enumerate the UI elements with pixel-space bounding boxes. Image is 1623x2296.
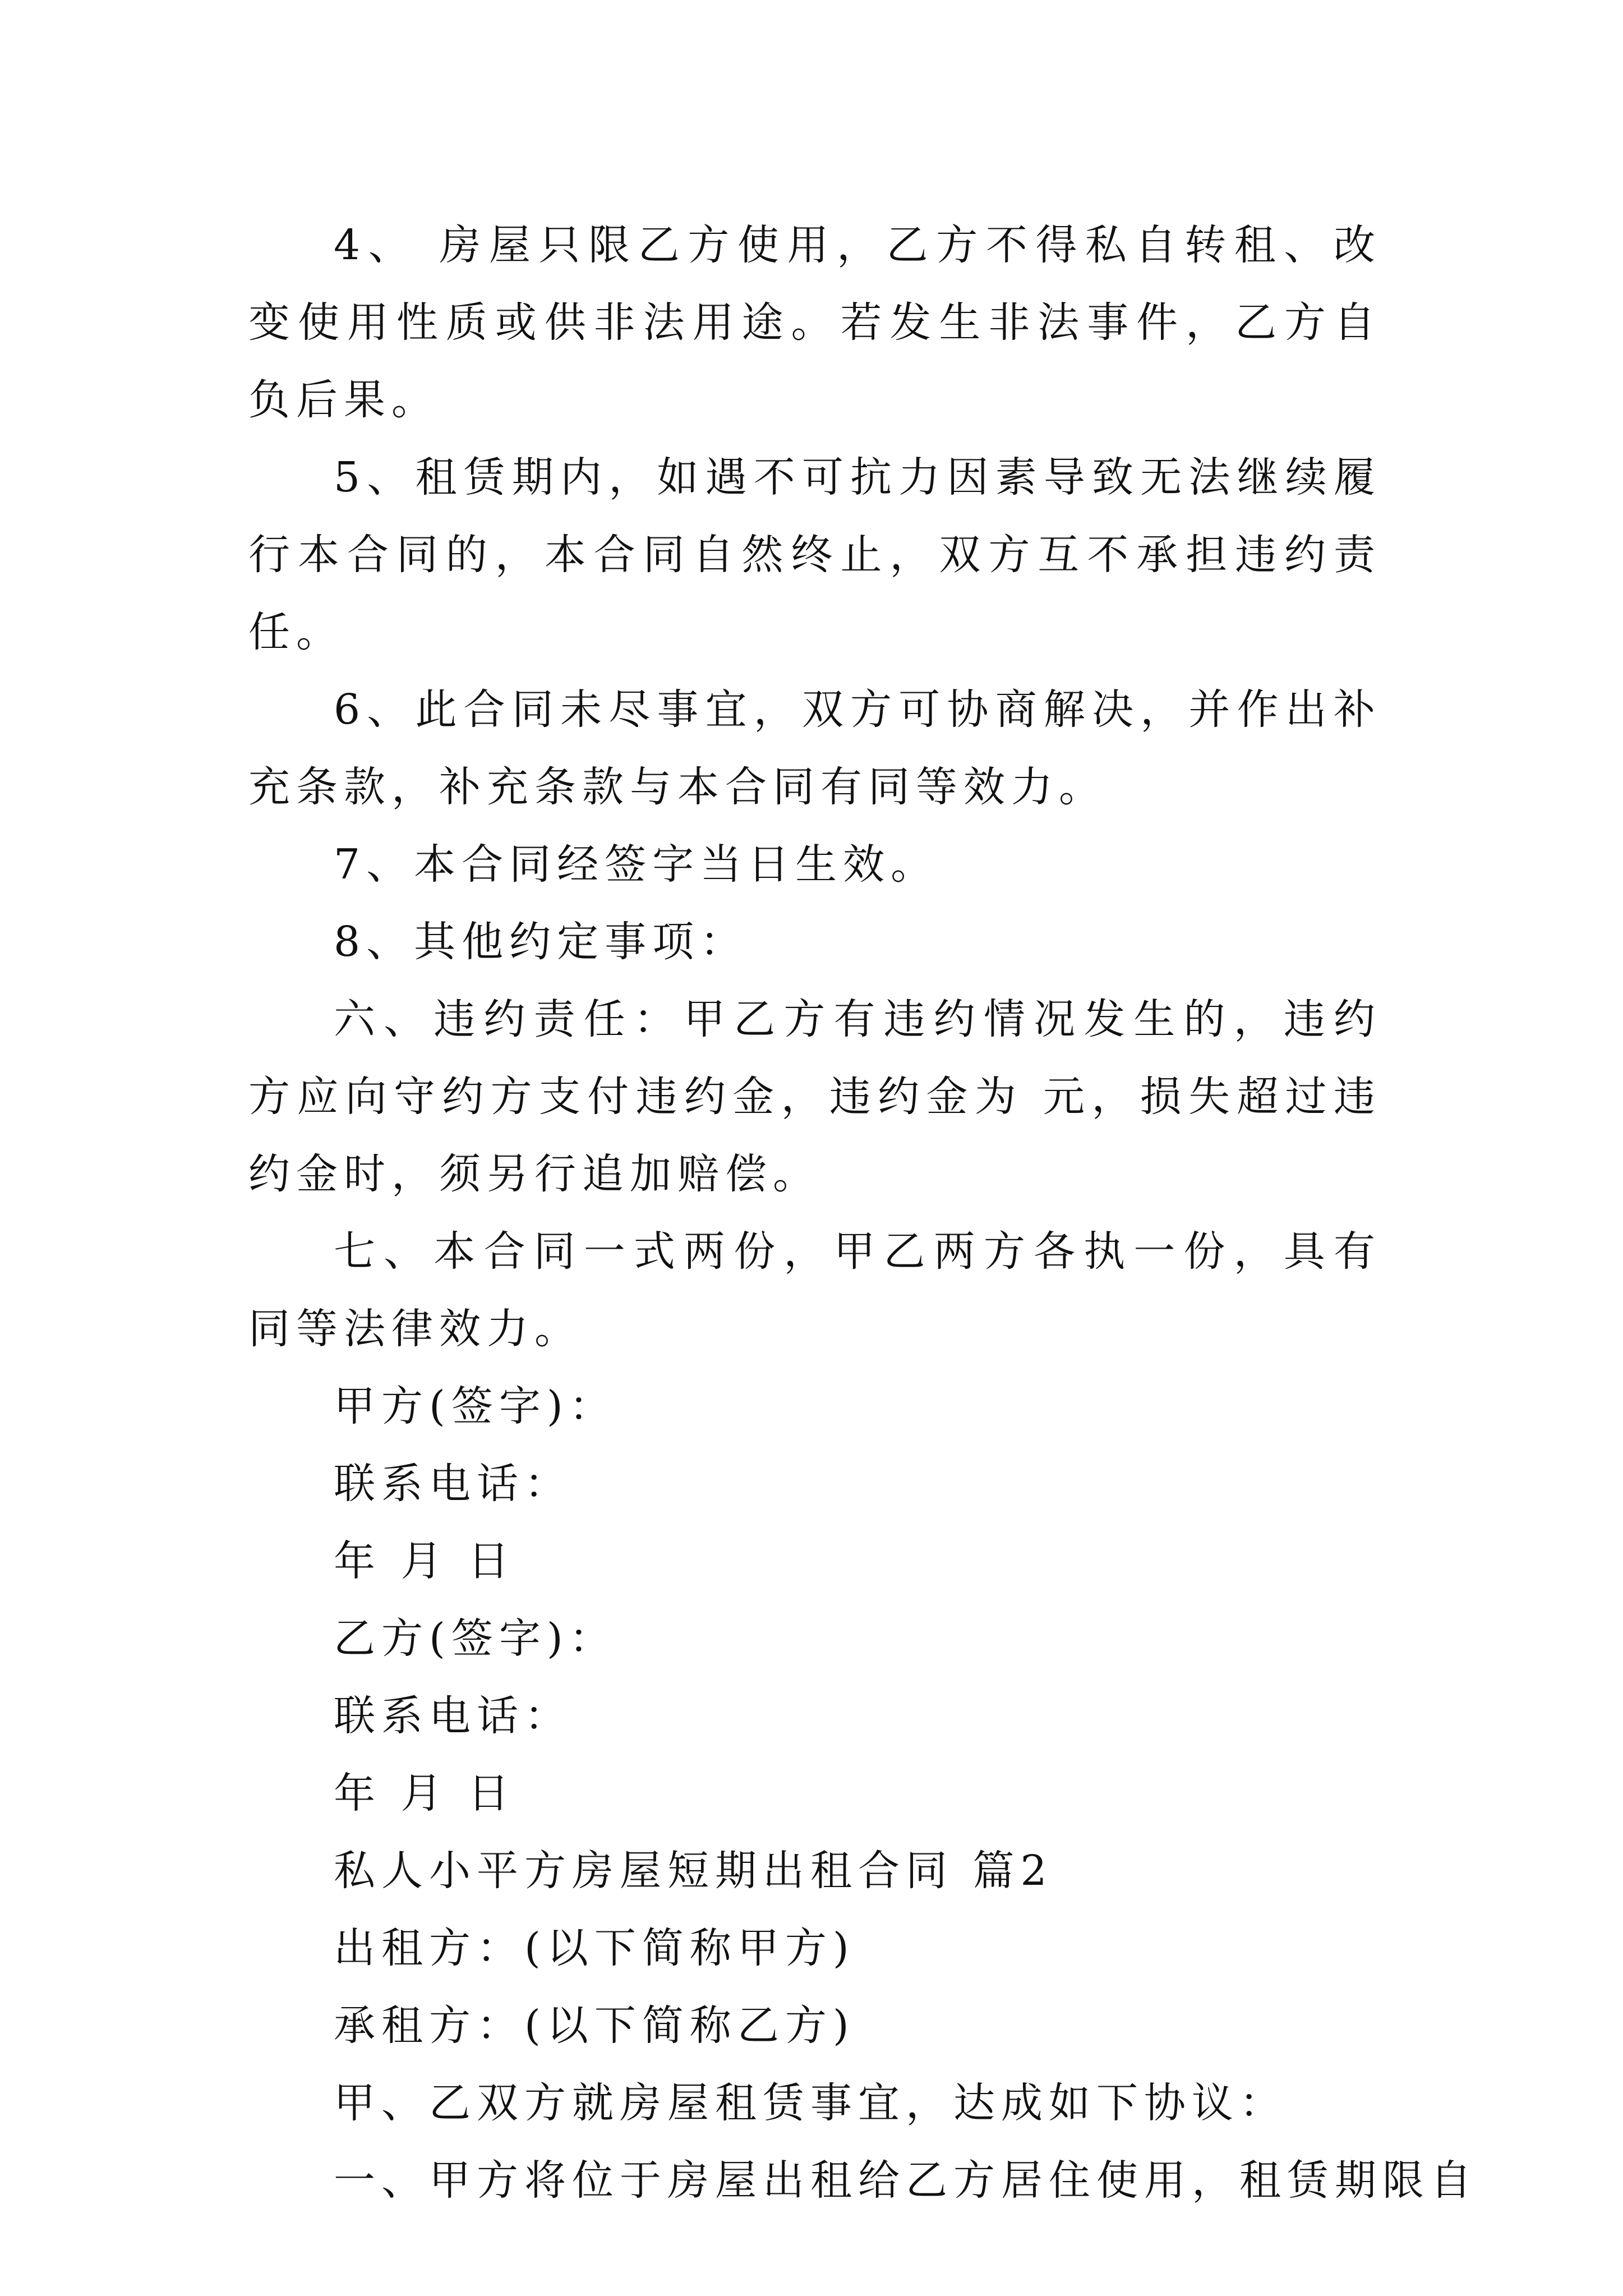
clause-5: 5、租赁期内，如遇不可抗力因素导致无法继续履行本合同的，本合同自然终止，双方互不承担违约责任。 bbox=[248, 453, 1381, 656]
party-a-phone-label: 联系电话： bbox=[334, 1460, 572, 1508]
party-b-phone-label: 联系电话： bbox=[334, 1692, 572, 1740]
clause-one-start: 一、甲方将位于房屋出租给乙方居住使用，租赁期限自 bbox=[334, 2156, 1478, 2205]
lessee-label: 承租方：(以下简称乙方) bbox=[334, 2001, 855, 2050]
party-a-signature-label: 甲方(签字)： bbox=[334, 1382, 617, 1430]
clause-7: 7、本合同经签字当日生效。 bbox=[334, 840, 939, 889]
contract-2-title: 私人小平方房屋短期出租合同 篇2 bbox=[334, 1847, 1053, 1895]
document-body bbox=[248, 206, 1478, 2219]
party-a-date-label: 年 月 日 bbox=[334, 1537, 516, 1585]
party-b-signature-label: 乙方(签字)： bbox=[334, 1614, 617, 1663]
agreement-intro: 甲、乙双方就房屋租赁事宜，达成如下协议： bbox=[334, 2079, 1287, 2127]
lessor-label: 出租方：(以下简称甲方) bbox=[334, 1924, 855, 1972]
section-breach-liability: 六、违约责任：甲乙方有违约情况发生的，违约方应向守约方支付违约金，违约金为 元，损失超过违约金时，须另行追加赔偿。 bbox=[248, 995, 1381, 1198]
party-b-date-label: 年 月 日 bbox=[334, 1769, 516, 1818]
clause-6: 6、此合同未尽事宜，双方可协商解决，并作出补充条款，补充条款与本合同有同等效力。 bbox=[248, 685, 1381, 811]
clause-4: 4、 房屋只限乙方使用，乙方不得私自转租、改变使用性质或供非法用途。若发生非法事件，乙方自负后果。 bbox=[248, 221, 1381, 424]
section-copies: 七、本合同一式两份，甲乙两方各执一份，具有同等法律效力。 bbox=[248, 1227, 1381, 1353]
clause-8: 8、其他约定事项： bbox=[334, 918, 748, 966]
